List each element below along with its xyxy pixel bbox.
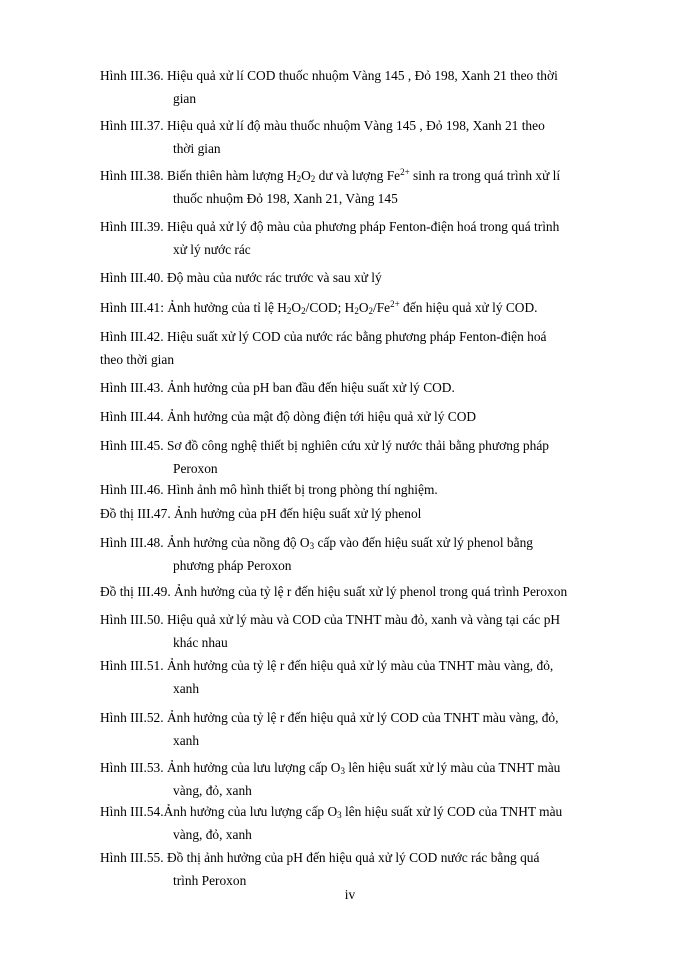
figure-caption-continuation: thuốc nhuộm Đỏ 198, Xanh 21, Vàng 145 bbox=[173, 191, 398, 206]
figure-caption: Ảnh hưởng của pH đến hiệu suất xử lý phenol bbox=[174, 506, 422, 521]
list-item bbox=[100, 706, 634, 752]
list-item bbox=[100, 325, 634, 371]
figure-label: Hình III.38. bbox=[100, 168, 164, 183]
figure-caption-continuation: xanh bbox=[173, 733, 200, 748]
list-item bbox=[100, 376, 634, 399]
figure-label: Hình III.37. bbox=[100, 118, 164, 133]
list-item bbox=[100, 800, 634, 846]
figure-caption: Độ màu của nước rác trước và sau xử lý bbox=[166, 270, 382, 285]
figure-label: Hình III.45. bbox=[100, 438, 164, 453]
figure-caption: Ảnh hưởng của nồng độ $O_3$ cấp vào đến hiệu suất xử lý phenol bằng bbox=[166, 535, 533, 551]
figure-caption: Hiệu suất xử lý COD của nước rác bằng phương pháp Fenton-điện hoá bbox=[166, 329, 547, 344]
figure-caption: Hiệu quả xử lý độ màu của phương pháp Fenton-điện hoá trong quá trình bbox=[166, 219, 560, 234]
figure-caption-continuation: trình Peroxon bbox=[173, 873, 247, 888]
figure-caption-continuation: theo thời gian bbox=[100, 352, 175, 367]
page-number: iv bbox=[344, 887, 356, 902]
figure-label: Đồ thị III.47. bbox=[100, 506, 171, 521]
list-item bbox=[100, 580, 634, 603]
list-item bbox=[100, 502, 634, 525]
figure-caption-continuation: vàng, đỏ, xanh bbox=[173, 783, 252, 798]
figure-label: Hình III.36. bbox=[100, 68, 164, 83]
figure-label: Đồ thị III.49. bbox=[100, 584, 171, 599]
figure-label: Hình III.50. bbox=[100, 612, 164, 627]
list-item bbox=[100, 64, 634, 110]
figure-caption: Ảnh hưởng của lưu lượng cấp $O_3$ lên hiệu suất xử lý màu của TNHT màu bbox=[166, 760, 561, 776]
figure-label: Hình III.53. bbox=[100, 760, 164, 775]
figure-label: Hình III.41: bbox=[100, 300, 164, 315]
figure-label: Hình III.44. bbox=[100, 409, 164, 424]
figure-caption-continuation: vàng, đỏ, xanh bbox=[173, 827, 252, 842]
figure-caption: Hiệu quả xử lí độ màu thuốc nhuộm Vàng 145 , Đỏ 198, Xanh 21 theo bbox=[166, 118, 545, 133]
figure-caption-continuation: phương pháp Peroxon bbox=[173, 558, 292, 573]
figure-label: Hình III.43. bbox=[100, 380, 164, 395]
figure-caption-continuation: xử lý nước rác bbox=[173, 242, 251, 257]
figure-caption: Biến thiên hàm lượng $H_2O_2$ dư và lượng $Fe^{2+}$ sinh ra trong quá trình xử lí bbox=[166, 167, 561, 184]
figure-label: Hình III.42. bbox=[100, 329, 164, 344]
list-item bbox=[100, 654, 634, 700]
figure-caption-continuation: khác nhau bbox=[173, 635, 228, 650]
figure-label: Hình III.39. bbox=[100, 219, 164, 234]
figure-label: Hình III.55. bbox=[100, 850, 164, 865]
list-item bbox=[100, 608, 634, 654]
list-item bbox=[100, 266, 634, 289]
figure-label: Hình III.46. bbox=[100, 482, 164, 497]
list-item bbox=[100, 296, 634, 319]
list-item bbox=[100, 478, 634, 501]
list-item bbox=[100, 164, 634, 210]
figure-caption-continuation: Peroxon bbox=[173, 461, 218, 476]
list-item bbox=[100, 215, 634, 261]
figure-caption: Ảnh hưởng của mật độ dòng điện tới hiệu quả xử lý COD bbox=[166, 409, 477, 424]
figure-caption-continuation: gian bbox=[173, 91, 197, 106]
figure-caption: Ảnh hưởng của tỷ lệ r đến hiệu suất xử lý phenol trong quá trình Peroxon bbox=[174, 584, 568, 599]
list-item bbox=[100, 846, 634, 892]
figure-caption-continuation: xanh bbox=[173, 681, 200, 696]
figure-label: Hình III.51. bbox=[100, 658, 164, 673]
figure-caption: Ảnh hưởng của tỷ lệ r đến hiệu quả xử lý màu của TNHT màu vàng, đỏ, bbox=[166, 658, 554, 673]
list-item bbox=[100, 405, 634, 428]
list-item bbox=[100, 114, 634, 160]
figure-label: Hình III.48. bbox=[100, 535, 164, 550]
list-item bbox=[100, 756, 634, 802]
list-item bbox=[100, 434, 634, 480]
figure-caption: Hình ảnh mô hình thiết bị trong phòng thí nghiệm. bbox=[166, 482, 438, 497]
list-item bbox=[100, 531, 634, 577]
figure-label: Hình III.40. bbox=[100, 270, 164, 285]
figure-label: Hình III.54. bbox=[100, 804, 164, 819]
figure-caption: Sơ đồ công nghệ thiết bị nghiên cứu xử lý nước thải bằng phương pháp bbox=[166, 438, 549, 453]
figure-caption-continuation: thời gian bbox=[173, 141, 221, 156]
figure-caption: Ảnh hưởng của tỷ lệ r đến hiệu quả xử lý COD của TNHT màu vàng, đỏ, bbox=[166, 710, 559, 725]
figure-caption: Ảnh hưởng của lưu lượng cấp $O_3$ lên hiệu suất xử lý COD của TNHT màu bbox=[163, 804, 563, 820]
figure-label: Hình III.52. bbox=[100, 710, 164, 725]
figure-caption: Hiệu quả xử lý màu và COD của TNHT màu đỏ, xanh và vàng tại các pH bbox=[166, 612, 561, 627]
figure-caption: Ảnh hưởng của tỉ lệ $H_2O_2$/COD; $H_2O_2/Fe^{2+}$ đến hiệu quả xử lý COD. bbox=[167, 299, 538, 316]
figure-caption: Ảnh hưởng của pH ban đầu đến hiệu suất xử lý COD. bbox=[166, 380, 455, 395]
figure-caption: Đồ thị ảnh hưởng của pH đến hiệu quả xử lý COD nước rác bằng quá bbox=[166, 850, 540, 865]
figure-caption: Hiệu quả xử lí COD thuốc nhuộm Vàng 145 , Đỏ 198, Xanh 21 theo thời bbox=[166, 68, 558, 83]
